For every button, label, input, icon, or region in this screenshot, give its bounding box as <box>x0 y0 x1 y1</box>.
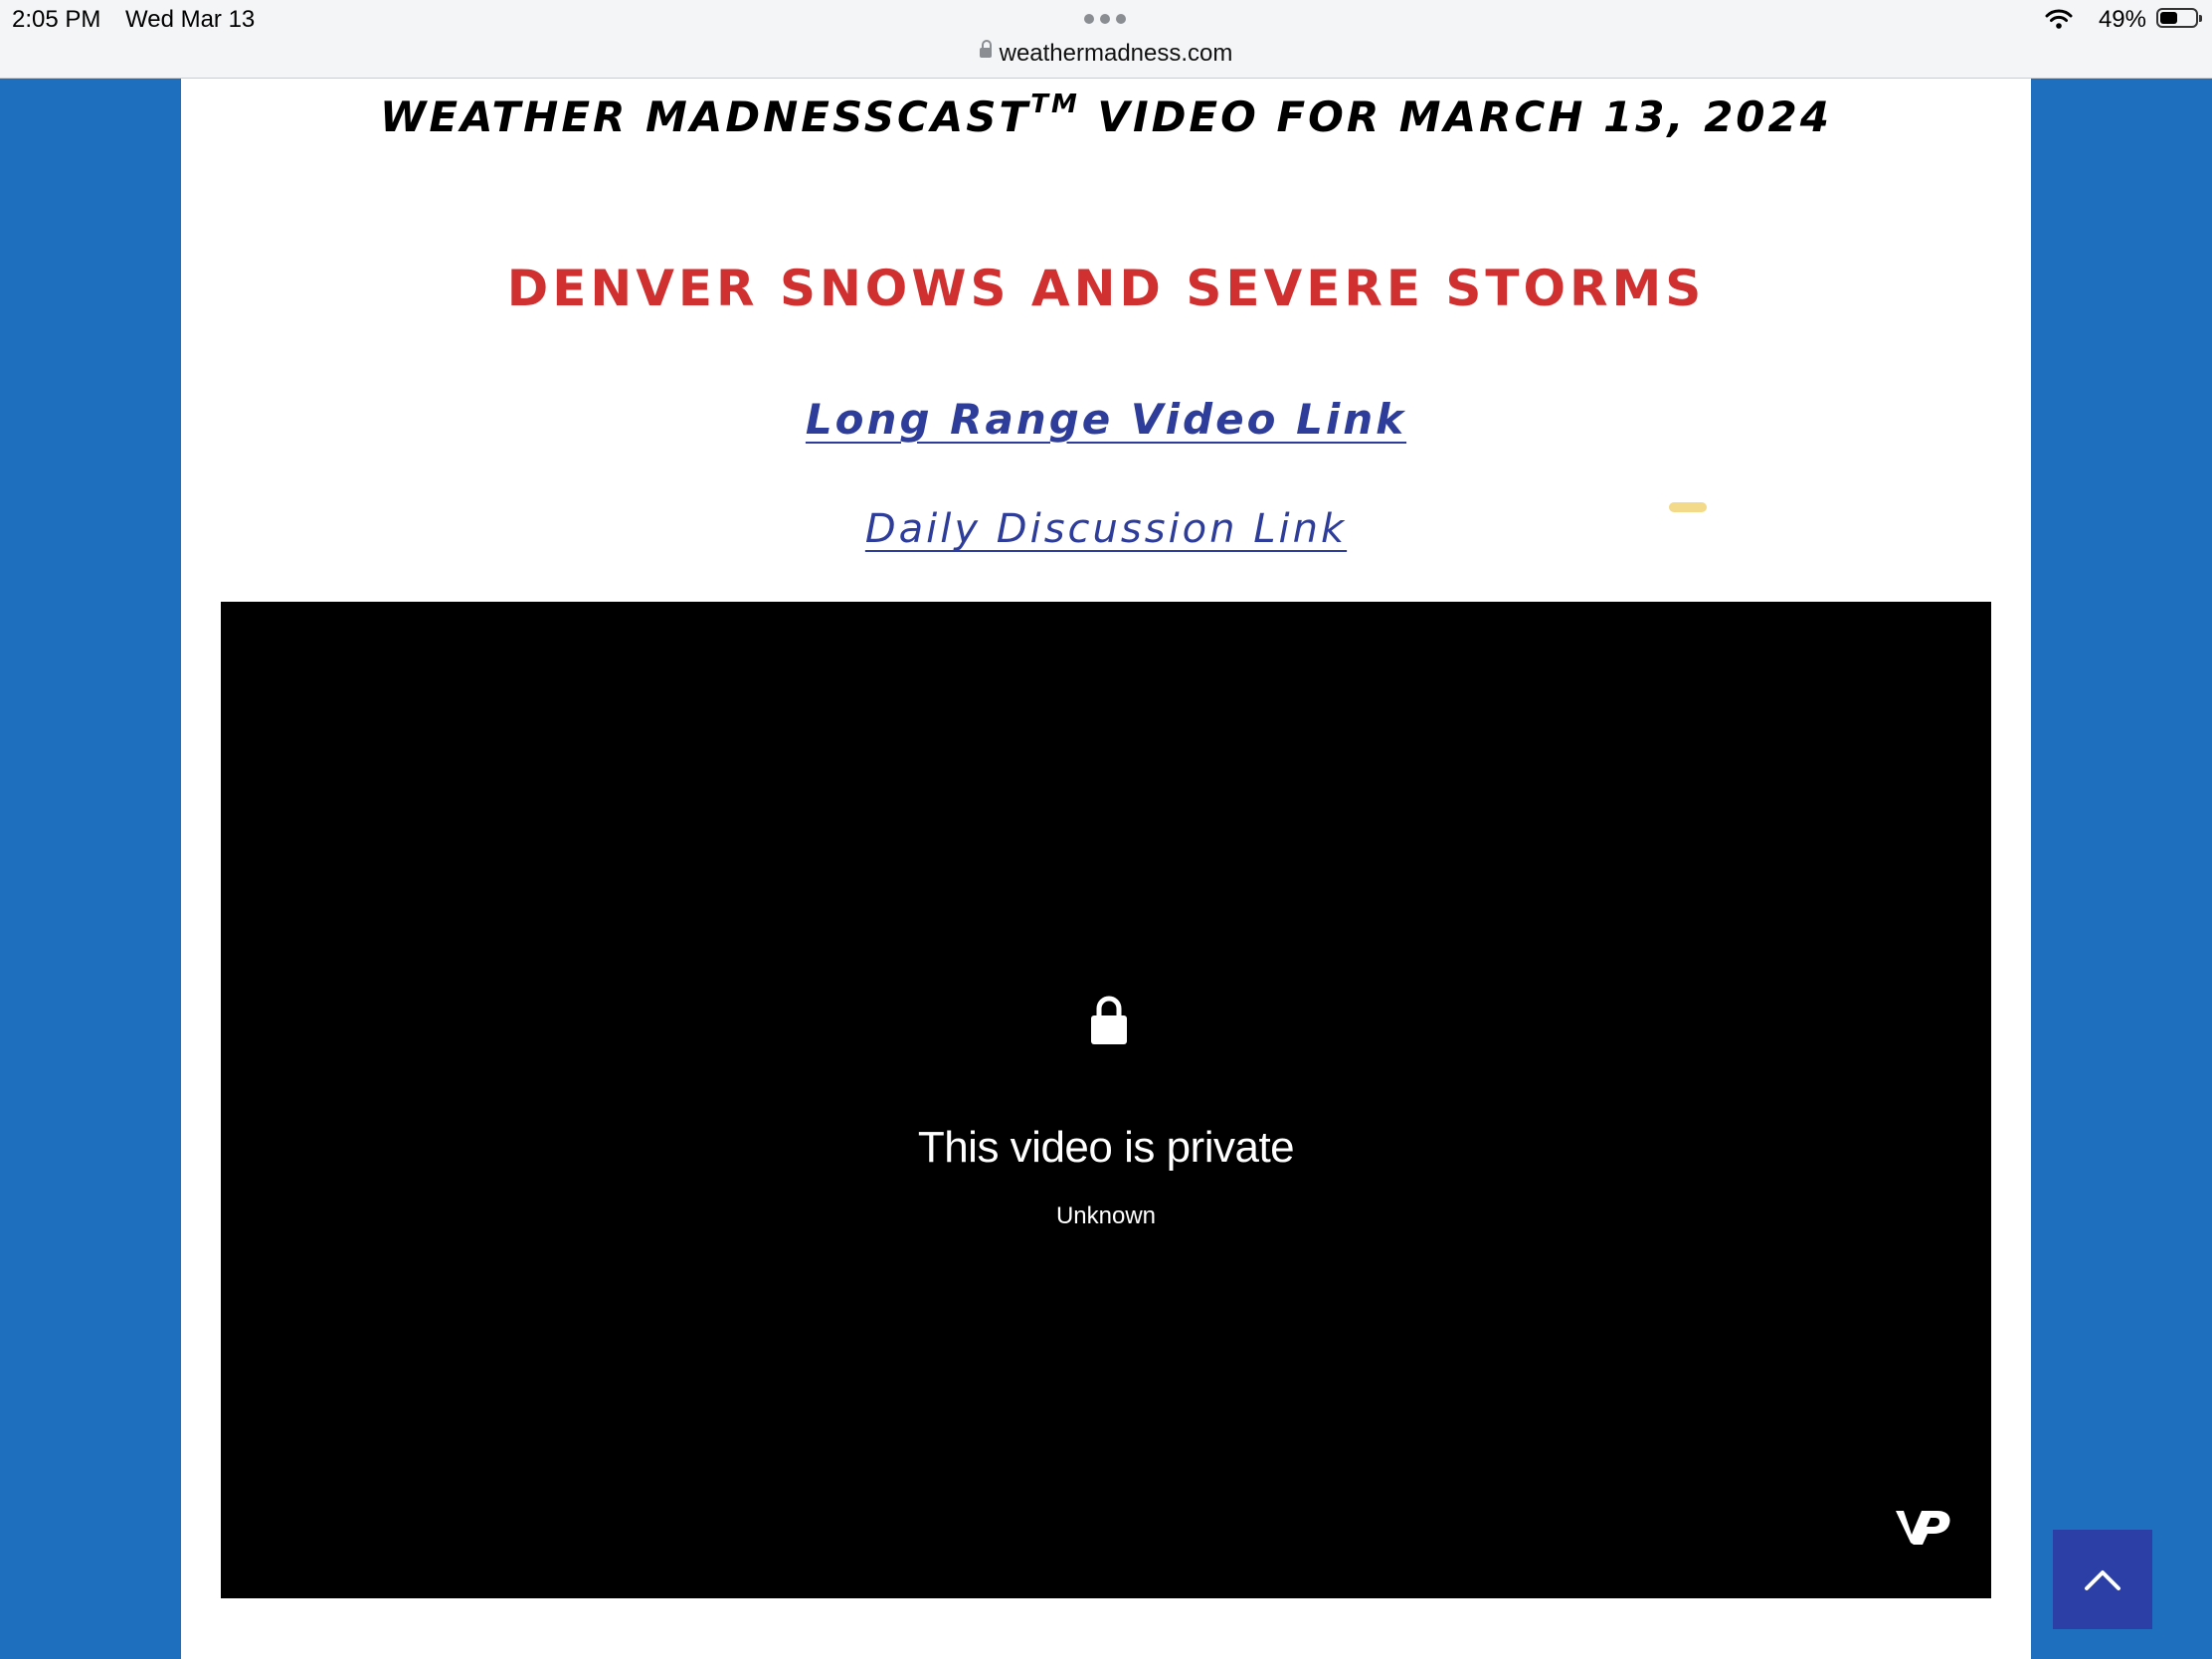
secure-lock-icon <box>980 48 992 58</box>
battery-percent: 49% <box>2098 6 2146 33</box>
page-title: WEATHER MADNESSCAST™ VIDEO FOR MARCH 13, 2024 <box>380 90 1832 141</box>
battery-icon <box>2156 8 2198 28</box>
trademark-mark: TM <box>1030 90 1080 119</box>
chevron-up-icon <box>2083 1567 2122 1592</box>
address-bar[interactable] <box>0 40 2212 68</box>
video-player[interactable] <box>221 602 1991 1598</box>
private-video-message: This video is private <box>917 1123 1295 1172</box>
multitask-dots-icon[interactable] <box>1084 14 1126 24</box>
headline: DENVER SNOWS AND SEVERE STORMS <box>506 260 1706 317</box>
page-content <box>181 79 2031 1659</box>
private-video-detail: Unknown <box>1055 1202 1157 1229</box>
status-date: Wed Mar 13 <box>125 6 256 33</box>
status-time: 2:05 PM <box>12 6 101 33</box>
lock-icon <box>1090 994 1128 1045</box>
daily-discussion-link[interactable]: Daily Discussion Link <box>864 506 1348 552</box>
scroll-to-top-button[interactable] <box>2053 1530 2152 1629</box>
url-text: weathermadness.com <box>999 40 1233 67</box>
wifi-icon <box>2045 8 2073 30</box>
vp-logo-icon[interactable] <box>1894 1505 1953 1549</box>
browser-top-bar <box>0 0 2212 79</box>
long-range-video-link[interactable]: Long Range Video Link <box>805 395 1407 444</box>
